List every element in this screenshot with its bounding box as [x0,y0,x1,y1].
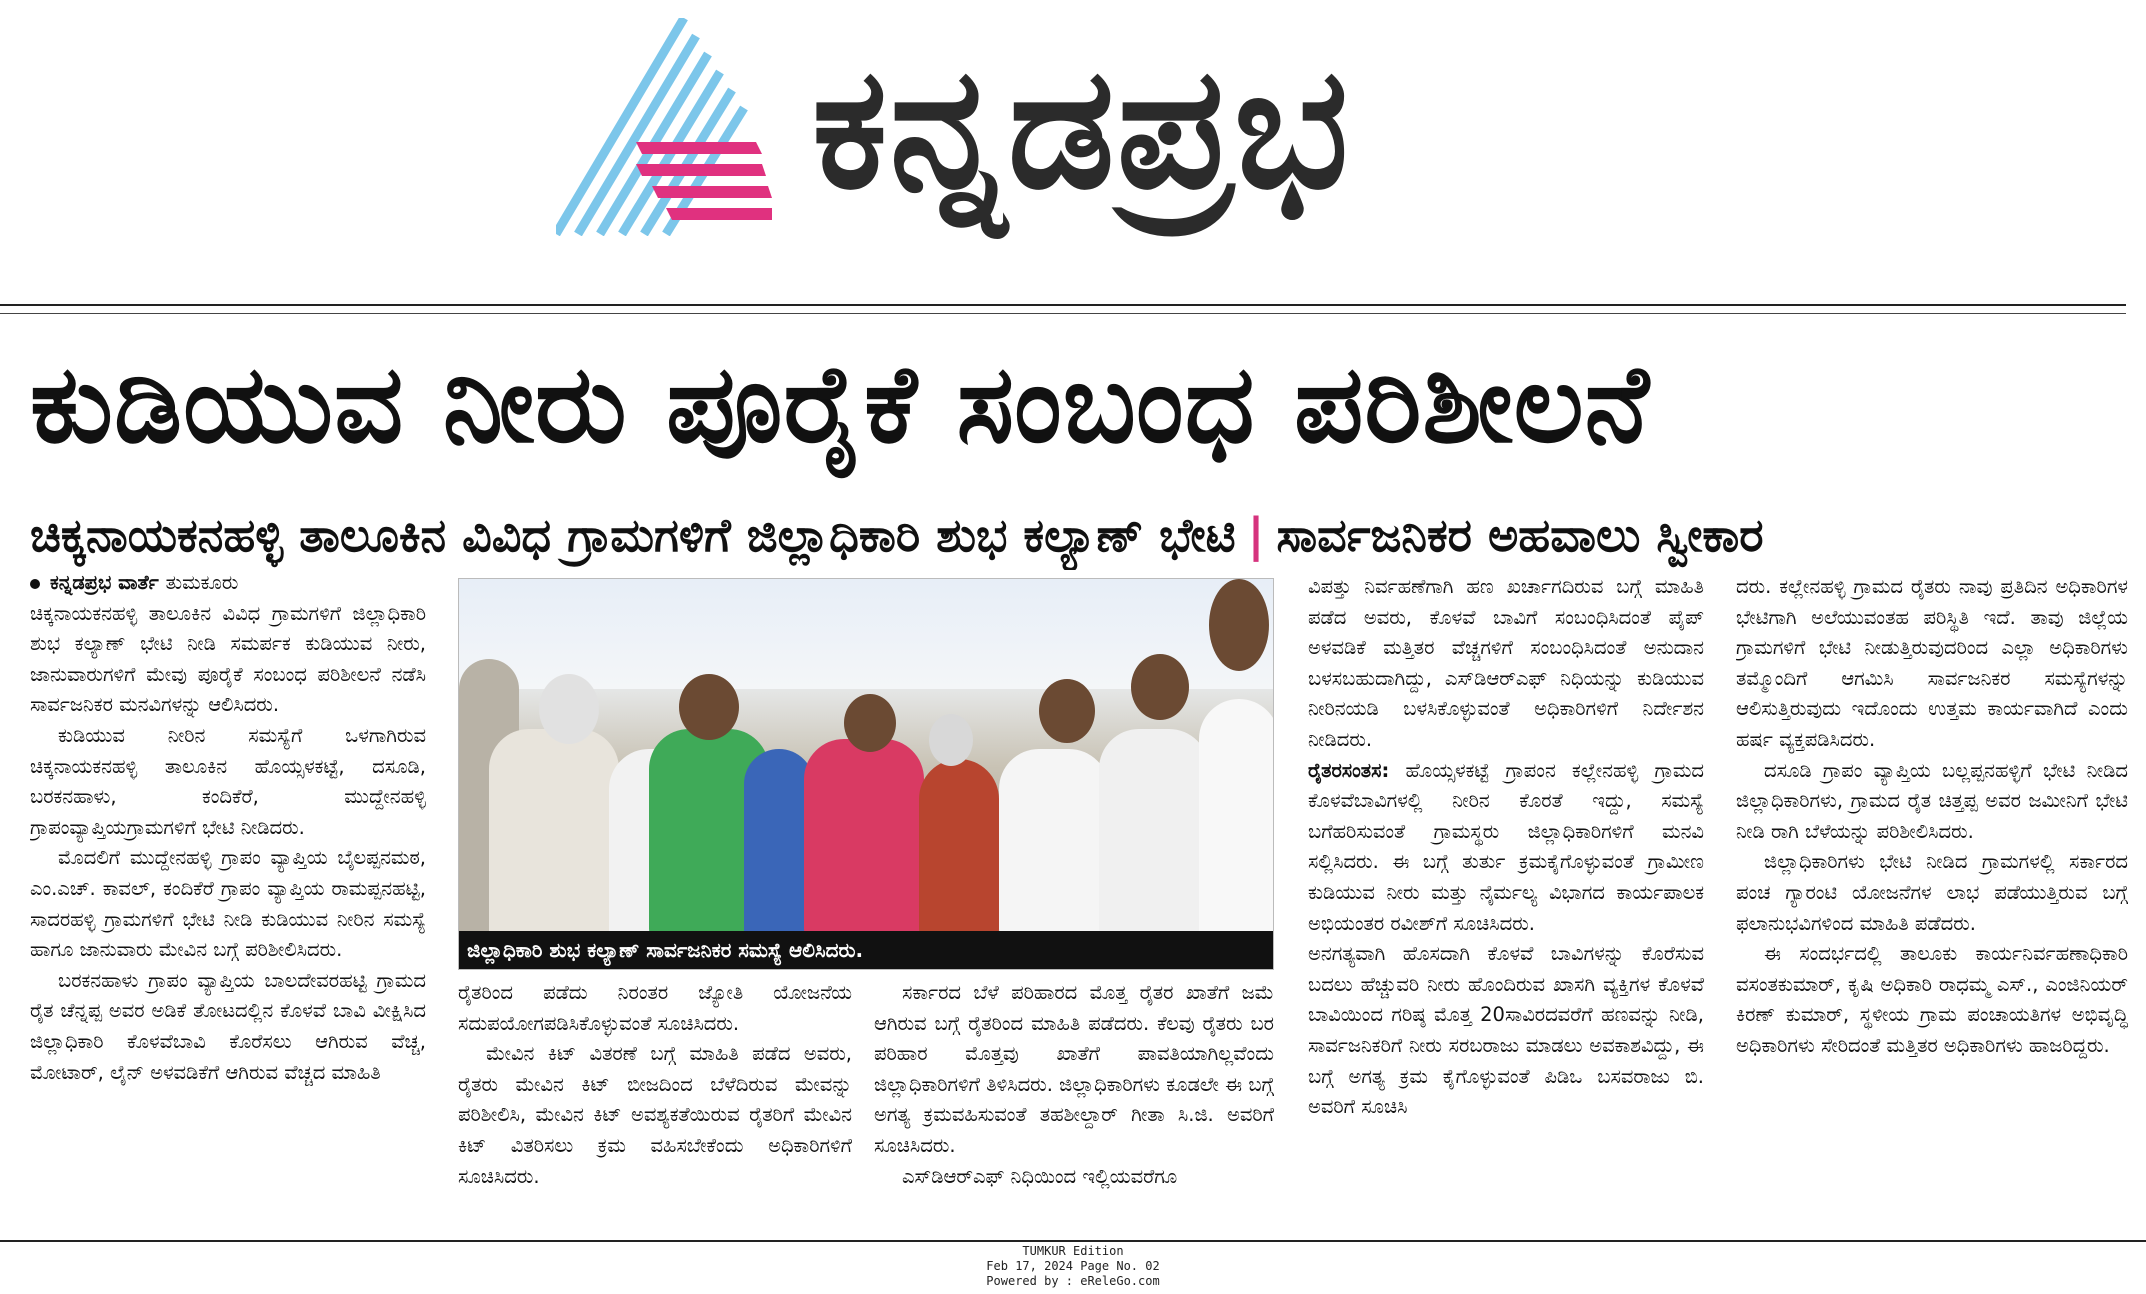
photo-figure [919,759,999,939]
paragraph: ಅನಗತ್ಯವಾಗಿ ಹೊಸದಾಗಿ ಕೊಳವೆ ಬಾವಿಗಳನ್ನು ಕೊರೆಸುವ ಬದಲು ಹೆಚ್ಚುವರಿ ನೀರು ಹೊಂದಿರುವ ಖಾಸಗಿ ವ್ಯಕ್ತಿಗಳ ಕೊಳವೆ ಬಾವಿಯಿಂದ ಗರಿಷ್ಠ ಮೊತ್ತ 20ಸಾವಿರದವರೆಗೆ ಹಣವನ್ನು ನೀಡಿ, ಸಾರ್ವಜನಿಕರಿಗೆ ನೀರು ಸರಬರಾಜು ಮಾಡಲು ಅವಕಾಶವಿದ್ದು, ಈ ಬಗ್ಗೆ ಅಗತ್ಯ ಕ್ರಮ ಕೈಗೊಳ್ಳುವಂತೆ ಪಿಡಿಒ ಬಸವರಾಜು ಬಿ. ಅವರಿಗೆ ಸೂಚಿಸಿ [1308,942,1704,1119]
paragraph: ಕುಡಿಯುವ ನೀರಿನ ಸಮಸ್ಯೆಗೆ ಒಳಗಾಗಿರುವ ಚಿಕ್ಕನಾಯಕನಹಳ್ಳಿ ತಾಲೂಕಿನ ಹೊಯ್ಸಳಕಟ್ಟೆ, ದಸೂಡಿ, ಬರಕನಹಾಳು, ಕಂದಿಕೆರೆ, ಮುದ್ದೇನಹಳ್ಳಿ ಗ್ರಾಪಂವ್ಯಾಪ್ತಿಯಗ್ರಾಮಗಳಿಗೆ ಭೇಟಿ ನೀಡಿದರು. [30,723,426,839]
photo-figure [999,749,1109,939]
kannadaprabha-logo-icon [556,18,772,236]
photo-head [1209,579,1269,671]
paragraph: ಚಿಕ್ಕನಾಯಕನಹಳ್ಳಿ ತಾಲೂಕಿನ ವಿವಿಧ ಗ್ರಾಮಗಳಿಗೆ ಜಿಲ್ಲಾಧಿಕಾರಿ ಶುಭ ಕಲ್ಯಾಣ್ ಭೇಟಿ ನೀಡಿ ಸಮರ್ಪಕ ಕುಡಿಯುವ ನೀರು, ಜಾನುವಾರುಗಳಿಗೆ ಮೇವು ಪೂರೈಕೆ ಸಂಬಂಧ ಪರಿಶೀಲನೆ ನಡೆಸಿ ಸಾರ್ವಜನಿಕರ ಮನವಿಗಳನ್ನು ಆಲಿಸಿದರು. [30,601,426,717]
news-photo [458,578,1274,970]
photo-figure [489,729,619,949]
subheadline-right: ಸಾರ್ವಜನಿಕರ ಅಹವಾಲು ಸ್ವೀಕಾರ [1276,508,1764,562]
byline-place: ತುಮಕೂರು [165,571,239,594]
footer-edition: TUMKUR Edition [1022,1244,1124,1258]
paragraph: ಮೇವಿನ ಕಿಟ್ ವಿತರಣೆ ಬಗ್ಗೆ ಮಾಹಿತಿ ಪಡೆದ ಅವರು, ರೈತರು ಮೇವಿನ ಕಿಟ್ ಬೀಜದಿಂದ ಬೆಳೆದಿರುವ ಮೇವನ್ನು ಪರಿಶೀಲಿಸಿ, ಮೇವಿನ ಕಿಟ್ ಅವಶ್ಯಕತೆಯಿರುವ ರೈತರಿಗೆ ಮೇವಿನ ಕಿಟ್ ವಿತರಿಸಲು ಕ್ರಮ ವಹಿಸಬೇಕೆಂದು ಅಧಿಕಾರಿಗಳಿಗೆ ಸೂಚಿಸಿದರು. [458,1042,852,1188]
article-column-2 [458,978,852,1228]
byline-agency: ಕನ್ನಡಪ್ರಭ ವಾರ್ತೆ [50,571,159,594]
photo-figure [804,739,924,939]
paragraph: ವಿಪತ್ತು ನಿರ್ವಹಣೆಗಾಗಿ ಹಣ ಖರ್ಚಾಗದಿರುವ ಬಗ್ಗೆ ಮಾಹಿತಿ ಪಡೆದ ಅವರು, ಕೊಳವೆ ಬಾವಿಗೆ ಸಂಬಂಧಿಸಿದಂತೆ ಪೈಪ್ ಅಳವಡಿಕೆ ಮತ್ತಿತರ ವೆಚ್ಚಗಳಿಗೆ ಸಂಬಂಧಿಸಿದಂತೆ ಅನುದಾನ ಬಳಸಬಹುದಾಗಿದ್ದು, ಎಸ್‌ಡಿಆರ್‌ಎಫ್ ನಿಧಿಯನ್ನು ಕುಡಿಯುವ ನೀರಿನಯಡಿ ಬಳಸಿಕೊಳ್ಳುವಂತೆ ಅಧಿಕಾರಿಗಳಿಗೆ ನಿರ್ದೇಶನ ನೀಡಿದರು. [1308,575,1704,751]
footer [0,1244,2146,1289]
photo-head [679,674,739,740]
paragraph: ಬರಕನಹಾಳು ಗ್ರಾಪಂ ವ್ಯಾಪ್ತಿಯ ಬಾಲದೇವರಹಟ್ಟಿ ಗ್ರಾಮದ ರೈತ ಚೆನ್ನಪ್ಪ ಅವರ ಅಡಿಕೆ ತೋಟದಲ್ಲಿನ ಕೊಳವೆ ಬಾವಿ ವೀಕ್ಷಿಸಿದ ಜಿಲ್ಲಾಧಿಕಾರಿ ಕೊಳವೆಬಾವಿ ಕೊರೆಸಲು ಆಗಿರುವ ವೆಚ್ಚ, ಮೋಟಾರ್, ಲೈನ್ ಅಳವಡಿಕೆಗೆ ಆಗಿರುವ ವೆಚ್ಚದ ಮಾಹಿತಿ [30,968,426,1084]
footer-divider [0,1240,2146,1242]
article-column-5 [1736,572,2128,1228]
photo-head [1039,679,1095,743]
masthead-divider-thin [0,313,2126,314]
photo-head [539,674,599,744]
photo-head [929,714,973,766]
subheadline-left: ಚಿಕ್ಕನಾಯಕನಹಳ್ಳಿ ತಾಲೂಕಿನ ವಿವಿಧ ಗ್ರಾಮಗಳಿಗೆ ಜಿಲ್ಲಾಧಿಕಾರಿ ಶುಭ ಕಲ್ಯಾಣ್ ಭೇಟಿ [30,508,1236,562]
masthead-divider [0,304,2126,306]
paragraph: ಈ ಸಂದರ್ಭದಲ್ಲಿ ತಾಲೂಕು ಕಾರ್ಯನಿರ್ವಹಣಾಧಿಕಾರಿ ವಸಂತಕುಮಾರ್, ಕೃಷಿ ಅಧಿಕಾರಿ ರಾಧಮ್ಮ ಎಸ್., ಎಂಜಿನಿಯರ್ ಕಿರಣ್ ಕುಮಾರ್, ಸ್ಥಳೀಯ ಗ್ರಾಮ ಪಂಚಾಯತಿಗಳ ಅಭಿವೃದ್ಧಿ ಅಧಿಕಾರಿಗಳು ಸೇರಿದಂತೆ ಮತ್ತಿತರ ಅಧಿಕಾರಿಗಳು ಹಾಜರಿದ್ದರು. [1736,942,2128,1057]
photo-caption: ಜಿಲ್ಲಾಧಿಕಾರಿ ಶುಭ ಕಲ್ಯಾಣ್ ಸಾರ್ವಜನಿಕರ ಸಮಸ್ಯೆ ಆಲಿಸಿದರು. [459,931,1273,969]
paragraph: ಮೊದಲಿಗೆ ಮುದ್ದೇನಹಳ್ಳಿ ಗ್ರಾಪಂ ವ್ಯಾಪ್ತಿಯ ಬೈಲಪ್ಪನಮಠ, ಎಂ.ಎಚ್. ಕಾವಲ್, ಕಂದಿಕೆರೆ ಗ್ರಾಪಂ ವ್ಯಾಪ್ತಿಯ ರಾಮಪ್ಪನಹಟ್ಟಿ, ಸಾದರಹಳ್ಳಿ ಗ್ರಾಮಗಳಿಗೆ ಭೇಟಿ ನೀಡಿ ಕುಡಿಯುವ ನೀರಿನ ಸಮಸ್ಯೆ ಹಾಗೂ ಜಾನುವಾರು ಮೇವಿನ ಬಗ್ಗೆ ಪರಿಶೀಲಿಸಿದರು. [30,846,426,962]
paragraph: ರೈತರಿಂದ ಪಡೆದು ನಿರಂತರ ಜ್ಯೋತಿ ಯೋಜನೆಯ ಸದುಪಯೋಗಪಡಿಸಿಕೊಳ್ಳುವಂತೆ ಸೂಚಿಸಿದರು. [458,981,852,1035]
footer-powered-by: Powered by : eReleGo.com [986,1274,1160,1288]
photo-head [1131,654,1189,720]
subheadline-separator: | [1247,508,1265,562]
paragraph: ದಸೂಡಿ ಗ್ರಾಪಂ ವ್ಯಾಪ್ತಿಯ ಬಲ್ಲಪ್ಪನಹಳ್ಳಿಗೆ ಭೇಟಿ ನೀಡಿದ ಜಿಲ್ಲಾಧಿಕಾರಿಗಳು, ಗ್ರಾಮದ ರೈತ ಚಿತ್ತಪ್ಪ ಅವರ ಜಮೀನಿಗೆ ಭೇಟಿ ನೀಡಿ ರಾಗಿ ಬೆಳೆಯನ್ನು ಪರಿಶೀಲಿಸಿದರು. [1736,758,2128,843]
footer-date-page: Feb 17, 2024 Page No. 02 [986,1259,1160,1273]
section-subhead: ರೈತರಸಂತಸ: [1308,758,1390,782]
article-column-4 [1308,572,1704,1228]
paragraph: ಸರ್ಕಾರದ ಬೆಳೆ ಪರಿಹಾರದ ಮೊತ್ತ ರೈತರ ಖಾತೆಗೆ ಜಮೆ ಆಗಿರುವ ಬಗ್ಗೆ ರೈತರಿಂದ ಮಾಹಿತಿ ಪಡೆದರು. ಕೆಲವು ರೈತರು ಬರ ಪರಿಹಾರ ಮೊತ್ತವು ಖಾತೆಗೆ ಪಾವತಿಯಾಗಿಲ್ಲವೆಂದು ಜಿಲ್ಲಾಧಿಕಾರಿಗಳಿಗೆ ತಿಳಿಸಿದರು. ಜಿಲ್ಲಾಧಿಕಾರಿಗಳು ಕೂಡಲೇ ಈ ಬಗ್ಗೆ ಅಗತ್ಯ ಕ್ರಮವಹಿಸುವಂತೆ ತಹಶೀಲ್ದಾರ್ ಗೀತಾ ಸಿ.ಜಿ. ಅವರಿಗೆ ಸೂಚಿಸಿದರು. [874,981,1274,1157]
article-column-1 [30,568,426,1228]
photo-figure [1099,729,1209,939]
headline: ಕುಡಿಯುವ ನೀರು ಪೂರೈಕೆ ಸಂಬಂಧ ಪರಿಶೀಲನೆ [30,342,1651,467]
photo-head [844,694,896,752]
paragraph: ಜಿಲ್ಲಾಧಿಕಾರಿಗಳು ಭೇಟಿ ನೀಡಿದ ಗ್ರಾಮಗಳಲ್ಲಿ ಸರ್ಕಾರದ ಪಂಚ ಗ್ಯಾರಂಟಿ ಯೋಜನೆಗಳ ಲಾಭ ಪಡೆಯುತ್ತಿರುವ ಬಗ್ಗೆ ಫಲಾನುಭವಿಗಳಿಂದ ಮಾಹಿತಿ ಪಡೆದರು. [1736,850,2128,935]
paragraph: ದರು. ಕಲ್ಲೇನಹಳ್ಳಿ ಗ್ರಾಮದ ರೈತರು ನಾವು ಪ್ರತಿದಿನ ಅಧಿಕಾರಿಗಳ ಭೇಟಿಗಾಗಿ ಅಲೆಯುವಂತಹ ಪರಿಸ್ಥಿತಿ ಇದೆ. ತಾವು ಜಿಲ್ಲೆಯ ಗ್ರಾಮಗಳಿಗೆ ಭೇಟಿ ನೀಡುತ್ತಿರುವುದರಿಂದ ಎಲ್ಲಾ ಅಧಿಕಾರಿಗಳು ತಮ್ಮೊಂದಿಗೆ ಆಗಮಿಸಿ ಸಾರ್ವಜನಿಕರ ಸಮಸ್ಯೆಗಳನ್ನು ಆಲಿಸುತ್ತಿರುವುದು ಇದೊಂದು ಉತ್ತಮ ಕಾರ್ಯವಾಗಿದೆ ಎಂದು ಹರ್ಷ ವ್ಯಕ್ತಪಡಿಸಿದರು. [1736,575,2128,751]
byline [30,568,426,599]
paragraph [1308,756,1704,940]
paragraph-text: ಹೊಯ್ಸಳಕಟ್ಟೆ ಗ್ರಾಪಂನ ಕಲ್ಲೇನಹಳ್ಳಿ ಗ್ರಾಮದ ಕೊಳವೆಬಾವಿಗಳಲ್ಲಿ ನೀರಿನ ಕೊರತೆ ಇದ್ದು, ಸಮಸ್ಯೆ ಬಗೆಹರಿಸುವಂತೆ ಗ್ರಾಮಸ್ಥರು ಜಿಲ್ಲಾಧಿಕಾರಿಗಳಿಗೆ ಮನವಿ ಸಲ್ಲಿಸಿದರು. ಈ ಬಗ್ಗೆ ತುರ್ತು ಕ್ರಮಕೈಗೊಳ್ಳುವಂತೆ ಗ್ರಾಮೀಣ ಕುಡಿಯುವ ನೀರು ಮತ್ತು ನೈರ್ಮಲ್ಯ ವಿಭಾಗದ ಕಾರ್ಯಪಾಲಕ ಅಭಿಯಂತರ ರವೀಶ್‌ಗೆ ಸೂಚಿಸಿದರು. [1308,758,1704,935]
article-column-3 [874,978,1274,1228]
bullet-icon [30,579,40,589]
masthead-title: ಕನ್ನಡಪ್ರಭ [812,30,1351,226]
photo-figure [1199,699,1274,939]
paragraph: ಎಸ್‌ಡಿಆರ್‌ಎಫ್ ನಿಧಿಯಿಂದ ಇಲ್ಲಿಯವರೆಗೂ [902,1164,1178,1188]
masthead [0,0,2146,300]
subheadline [30,500,2130,570]
